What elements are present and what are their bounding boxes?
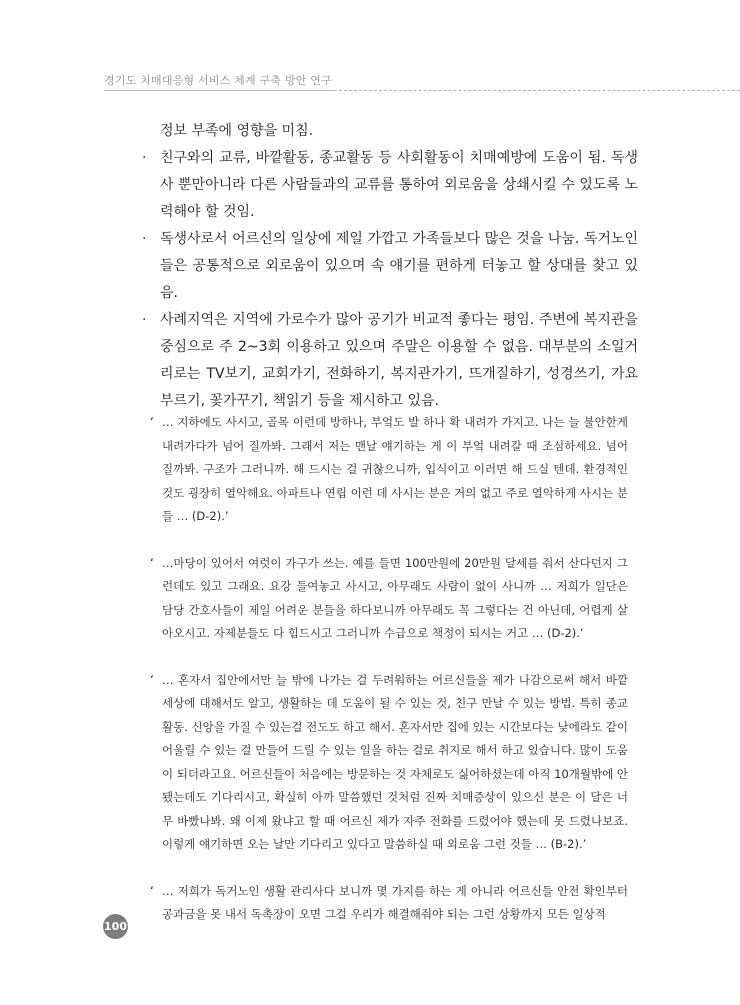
bullet-item-case-region bbox=[140, 307, 638, 415]
quote-text: … 지하에도 사시고, 골목 이런데 방하나, 부엌도 발 하나 확 내려가 가지고. 나는 늘 불안한게 내려가다가 넘어 질까봐. 그래서 저는 맨날 얘기하는 게 이 부엌 내려갈 때 조심하세요. 넘어 질까봐. 구조가 그러니까. 해 드시는 걸 귀찮으니까, 입식이고 이러면 해 드실 텐데. 환경적인 것도 굉장히 열악해요. 아파트나 연립 이런 데 사시는 분은 거의 없고 주로 열악하게 사시는 분들 … (D-2).’ bbox=[162, 415, 628, 523]
bullet-text: 친구와의 교류, 바깥활동, 종교활동 등 사회활동이 치매예방에 도움이 됨. 독생사 뿐만아니라 다른 사람들과의 교류를 통하여 외로움을 상쇄시킬 수 있도록 노력해야 할 것임. bbox=[160, 150, 638, 220]
bullet-item-social-activity bbox=[140, 145, 638, 226]
quote-text: …마당이 있어서 여럿이 가구가 쓰는. 예를 들면 100만원에 20만원 달세를 줘서 산다던지 그런데도 있고 그래요. 요강 들여놓고 사시고, 아무래도 사람이 없이 사니까 … 저희가 일단은 담당 간호사들이 제일 어려운 분들을 하다보니까 아무래도 꼭 그렇다는 건 아닌데, 어렵게 살아오시고. 자제분들도 다 힘드시고 그러니까 수급으로 책정이 되시는 거고 … (D-2).’ bbox=[162, 555, 628, 640]
quote-item bbox=[150, 880, 628, 927]
quote-open-mark: ‘ bbox=[150, 555, 154, 570]
quote-text: … 혼자서 집안에서만 늘 밖에 나가는 걸 두려워하는 어르신들을 제가 나감으로써 해서 바깥세상에 대해서도 알고, 생활하는 데 도움이 될 수 있는 것, 친구 만날 수 있는 방법. 특히 종교 활동. 신앙을 가질 수 있는걸 전도도 하고 해서. 혼자서만 집에 있는 시간보다는 낮에라도 같이 어울릴 수 있는 걸 만들어 드릴 수 있는 일을 하는 걸로 취지로 해서 하고 있습니다. 많이 도움이 되더라고요. 어르신들이 처음에는 방문하는 것 자체로도 싫어하셨는데 아직 10개월밖에 안됐는데도 기다리시고, 확실히 아까 말씀했던 것처럼 진짜 치매증상이 있으신 분은 이 달은 너무 바빴나봐. 왜 이제 왔냐고 할 때 어르신 제가 자주 전화를 드렸어야 했는데 못 드렸나보죠. 이렇게 얘기하면 오는 날만 기다리고 있다고 말씀하실 때 외로움 그런 것들 … (B-2).’ bbox=[162, 672, 628, 851]
bullet-marker: · bbox=[142, 231, 147, 247]
bullet-text: 독생사로서 어르신의 일상에 제일 가깝고 가족들보다 많은 것을 나눔. 독거노인들은 공통적으로 외로움이 있으며 속 얘기를 편하게 터놓고 할 상대를 찾고 있음. bbox=[160, 231, 638, 301]
bullet-item-daily-life bbox=[140, 226, 638, 307]
quote-open-mark: ‘ bbox=[150, 415, 154, 429]
quote-text: … 저희가 독거노인 생활 관리사다 보니까 몇 가지를 하는 게 아니라 어르신들 안전 확인부터 공과금을 못 내서 독촉장이 오면 그걸 우리가 해결해줘야 되는 그런 상황까지 모든 일상적 bbox=[162, 883, 628, 921]
bullet-marker: · bbox=[142, 150, 147, 166]
bullet-text: 사례지역은 지역에 가로수가 많아 공기가 비교적 좋다는 평임. 주변에 복지관을 중심으로 주 2~3회 이용하고 있으며 주말은 이용할 수 없음. 대부분의 소일거리로는 TV보기, 교회가기, 전화하기, 복지관가기, 뜨개질하기, 성경쓰기, 가요부르기, 꽃가꾸기, 책읽기 등을 제시하고 있음. bbox=[160, 312, 638, 409]
continued-paragraph: 정보 부족에 영향을 미침. bbox=[160, 123, 314, 139]
bullet-marker: · bbox=[142, 312, 147, 328]
header-rule-dashed bbox=[334, 90, 740, 91]
running-header-title: 경기도 치매대응형 서비스 체계 구축 방안 연구 bbox=[104, 74, 332, 87]
page-number-badge: 100 bbox=[103, 914, 128, 939]
header-rule-solid bbox=[104, 90, 336, 91]
body-text bbox=[140, 118, 638, 415]
quote-open-mark: ‘ bbox=[150, 883, 154, 898]
quote-item bbox=[150, 552, 628, 646]
quote-item bbox=[150, 669, 628, 857]
interview-quotes bbox=[150, 411, 628, 950]
quote-item bbox=[150, 411, 628, 529]
quote-open-mark: ‘ bbox=[150, 672, 154, 687]
